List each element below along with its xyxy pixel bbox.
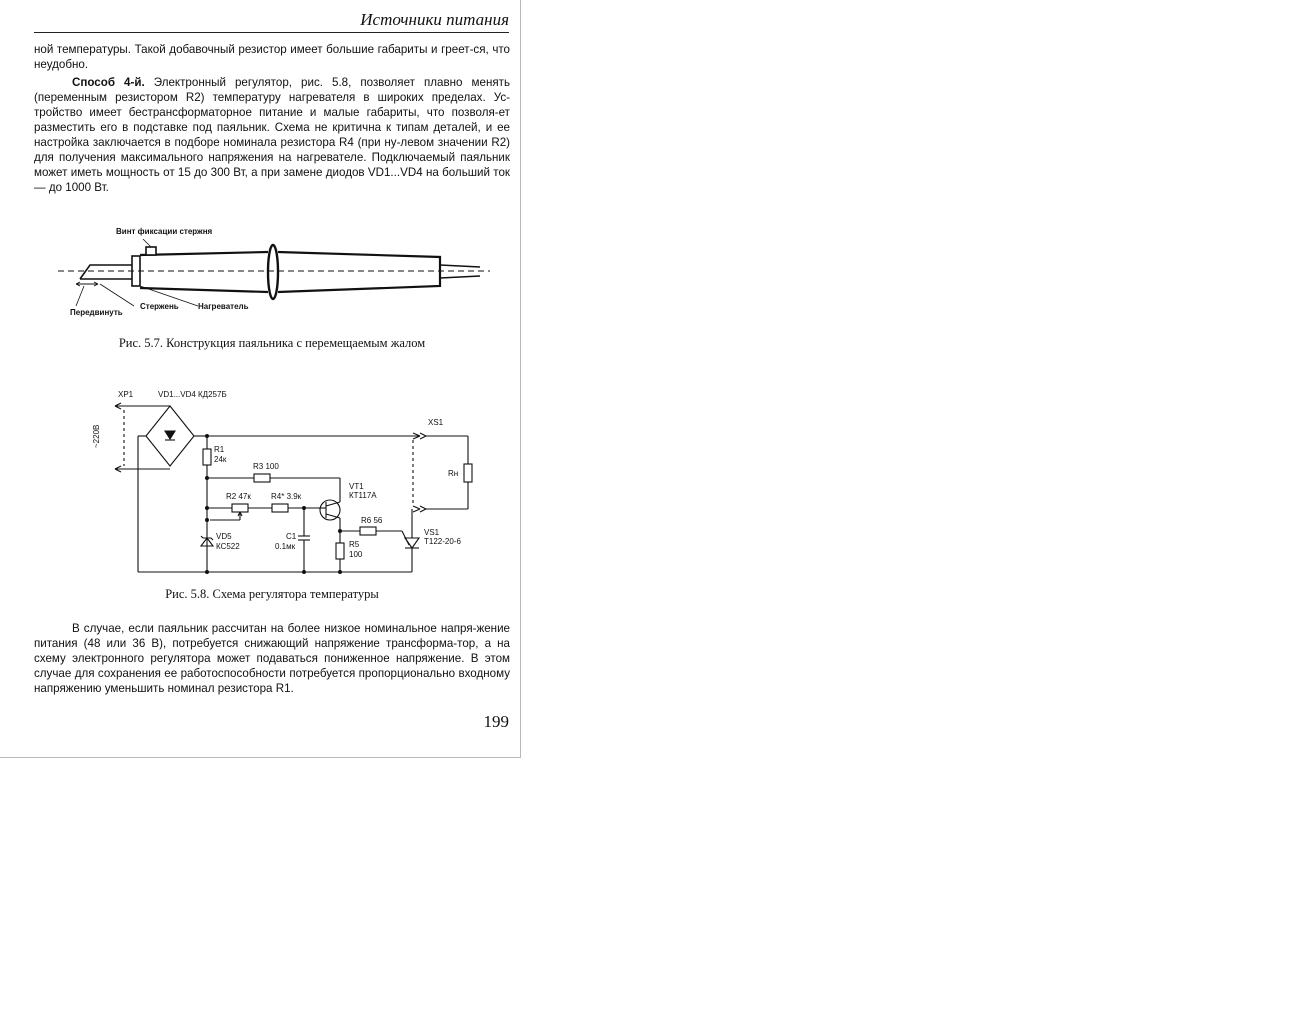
label-move: Передвинуть (70, 308, 123, 317)
label-r5: R5 (349, 540, 360, 549)
method-4-heading: Способ 4-й. (72, 76, 145, 89)
label-r1: R1 (214, 445, 225, 454)
label-vd5: VD5 (216, 532, 232, 541)
regulator-schematic (0, 376, 521, 581)
label-vs1-value: Т122-20-6 (424, 537, 461, 546)
label-c1: C1 (286, 532, 297, 541)
soldering-iron-diagram (0, 222, 521, 332)
label-xp1: XP1 (118, 390, 134, 399)
label-c1-value: 0.1мк (275, 542, 296, 551)
label-rn: Rн (448, 469, 459, 478)
label-r5-value: 100 (349, 550, 363, 559)
label-vd5-value: КС522 (216, 542, 240, 551)
paragraph-intro: ной температуры. Такой добавочный резистор имеет большие габариты и греет-ся, что неудобно. (34, 43, 510, 71)
paragraph-method-4 (34, 75, 510, 195)
label-vs1: VS1 (424, 528, 440, 537)
label-rod: Стержень (140, 302, 179, 311)
figure-caption-5-8: Рис. 5.8. Схема регулятора температуры (165, 587, 379, 601)
label-vt1-value: КТ117А (349, 491, 377, 500)
paragraph-low-voltage: В случае, если паяльник рассчитан на более низкое номинальное напря-жение питания (48 или 36 В), потребуется снижающий напряжение трансформа-тор, а на схему электронного регулятора может подаваться пониженное напряжение. В этом случае для сохранения ее работоспособности потребуется пропорционально входному напряжению уменьшить номинал резистора R1. (34, 622, 510, 695)
label-r6: R6 56 (361, 516, 383, 525)
label-vd1-vd4: VD1...VD4 КД257Б (158, 390, 227, 399)
book-page (0, 0, 521, 758)
figure-caption-5-7: Рис. 5.7. Конструкция паяльника с перемещаемым жалом (118, 336, 426, 350)
label-vt1: VT1 (349, 482, 364, 491)
label-r1-value: 24к (214, 455, 227, 464)
label-mains: ~220В (92, 424, 101, 448)
label-r2: R2 47к (226, 492, 251, 501)
label-r4: R4* 3.9к (271, 492, 302, 501)
label-fixing-screw: Винт фиксации стержня (116, 227, 213, 236)
page-number: 199 (483, 712, 509, 731)
label-xs1: XS1 (428, 418, 444, 427)
label-r3: R3 100 (253, 462, 279, 471)
running-header: Источники питания (34, 10, 509, 33)
method-4-body: Электронный регулятор, рис. 5.8, позволяет плавно менять (переменным резистором R2) температуру нагревателя в широких пределах. Ус-тройство имеет бестрансформаторное питание и малые габариты, что позволя-ет разместить его в подставке под паяльник. Схема не критична к типам деталей, и ее настройка заключается в подборе номинала резистора R4 (при ну-левом значении R2) для получения максимального напряжения на нагревателе. Подключаемый паяльник может иметь мощность от 15 до 300 Вт, а при замене диодов VD1...VD4 на больший ток — до 1000 Вт. (34, 76, 510, 194)
label-heater: Нагреватель (198, 302, 249, 311)
